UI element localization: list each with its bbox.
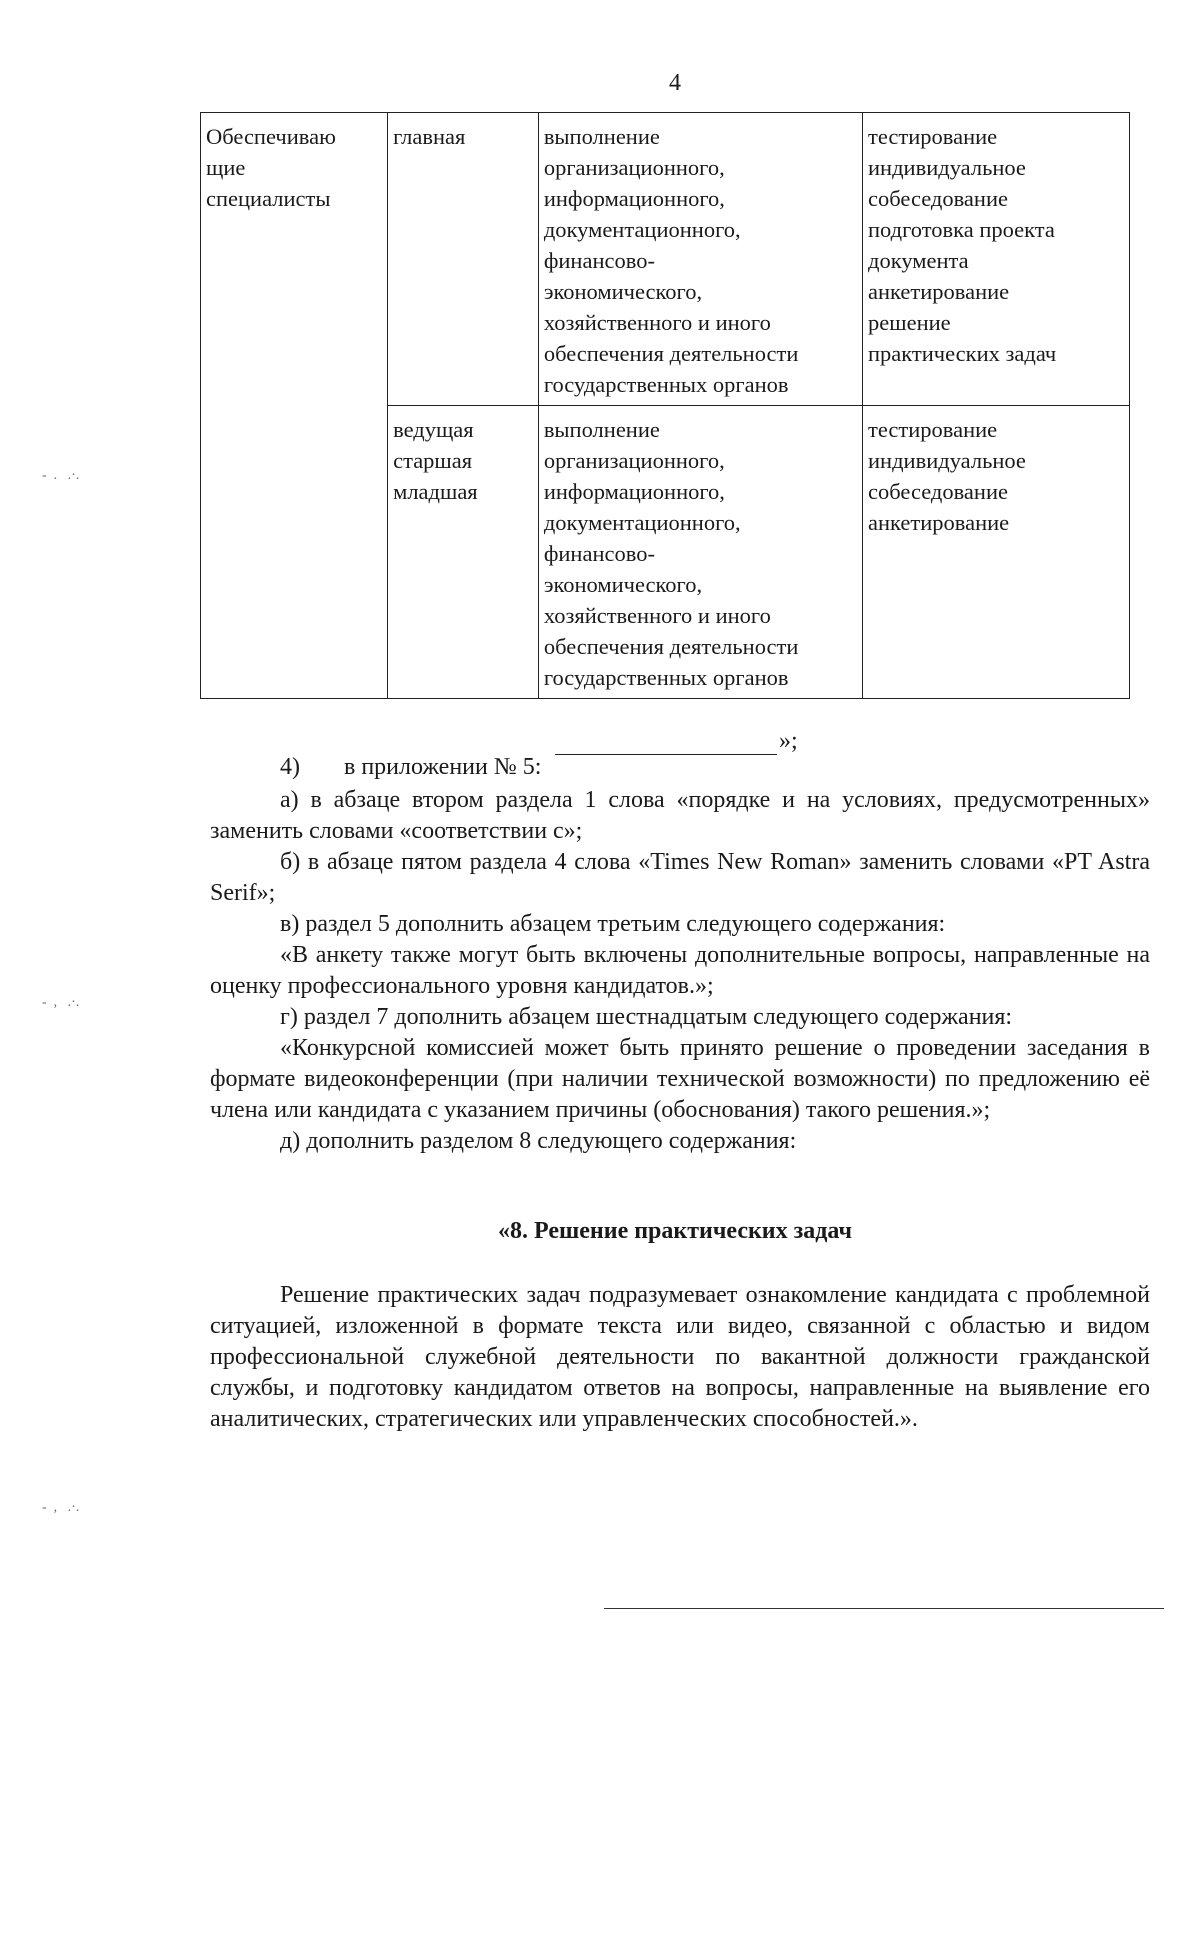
group-cell [388,113,539,406]
cell-line: хозяйственного и иного [543,603,771,628]
table-row [201,113,1130,406]
cell-line: организационного, [543,448,725,473]
scan-artifact: - . .·. [42,468,80,483]
category-cell [201,113,388,699]
paragraph: в) раздел 5 дополнить абзацем третьим следующего содержания: [280,911,946,937]
page-number: 4 [669,70,681,96]
signature-rule [555,732,777,755]
cell-line: решение [868,310,951,335]
cell-line: документа [868,248,969,273]
paragraph: д) дополнить разделом 8 следующего содержания: [280,1128,797,1154]
cell-line: финансово- [543,541,655,566]
qualification-table [200,112,1130,699]
paragraph: «Конкурсной комиссией может быть принято решение о проведении заседания в формате видеоконференции (при наличии технической возможности) по предложению её члена или кандидата с указанием причины (обоснования) такого решения.»; [210,1035,1150,1123]
cell-line: обеспечения деятельности [543,341,799,366]
cell-line: Обеспечиваю [206,124,336,149]
paragraph: а) в абзаце втором раздела 1 слова «порядке и на условиях, предусмотренных» заменить словами «соответствии с»; [210,787,1150,844]
cell-line: хозяйственного и иного [543,310,771,335]
scan-artifact: - , .·. [42,995,80,1010]
scan-artifact: - , .·. [42,1500,80,1515]
cell-line: информационного, [543,186,725,211]
item-text: в приложении № 5: [344,754,542,780]
cell-line: экономического, [543,279,703,304]
cell-line: государственных органов [543,665,789,690]
methods-cell [863,406,1130,699]
cell-line: ведущая [393,417,474,442]
cell-line: документационного, [543,217,741,242]
cell-line: младшая [393,479,478,504]
paragraph: г) раздел 7 дополнить абзацем шестнадцатым следующего содержания: [280,1004,1013,1030]
amendment-item-4 [280,754,541,781]
cell-line: обеспечения деятельности [543,634,799,659]
cell-line: собеседование [868,479,1008,504]
paragraph: «В анкету также могут быть включены дополнительные вопросы, направленные на оценку профессионального уровня кандидатов.»; [210,942,1150,999]
area-cell [538,406,862,699]
area-cell [538,113,862,406]
cell-line: практических задач [868,341,1057,366]
cell-line: документационного, [543,510,741,535]
methods-cell [863,113,1130,406]
final-paragraph [210,1280,1150,1435]
cell-line: главная [393,124,466,149]
cell-line: щие [206,155,246,180]
cell-line: старшая [393,448,473,473]
cell-line: специалисты [206,186,331,211]
paragraph: Решение практических задач подразумевает ознакомление кандидата с проблемной ситуацией, изложенной в формате текста или видео, связанной с областью и видом профессиональной служебной деятельности по вакантной должности гражданской службы, и подготовку кандидатом ответов на вопросы, направленные на выявление его аналитических, стратегических или управленческих способностей.». [210,1282,1150,1432]
cell-line: анкетирование [868,510,1010,535]
cell-line: организационного, [543,155,725,180]
section-heading: «8. Решение практических задач [498,1218,852,1244]
cell-line: информационного, [543,479,725,504]
closing-mark: »; [779,728,798,754]
cell-line: собеседование [868,186,1008,211]
paragraph: б) в абзаце пятом раздела 4 слова «Times New Roman» заменить словами «PT Astra Serif»; [210,849,1150,906]
cell-line: выполнение [543,124,660,149]
amendments-body [210,785,1150,1157]
cell-line: финансово- [543,248,655,273]
item-number: 4) [280,754,300,780]
cell-line: государственных органов [543,372,789,397]
cell-line: выполнение [543,417,660,442]
cell-line: тестирование [868,417,998,442]
cell-line: индивидуальное [868,448,1026,473]
cell-line: индивидуальное [868,155,1026,180]
cell-line: анкетирование [868,279,1010,304]
table-closing-quote [555,728,798,755]
cell-line: подготовка проекта [868,217,1055,242]
group-cell [388,406,539,699]
cell-line: тестирование [868,124,998,149]
cell-line: экономического, [543,572,703,597]
bottom-rule [604,1608,1164,1609]
